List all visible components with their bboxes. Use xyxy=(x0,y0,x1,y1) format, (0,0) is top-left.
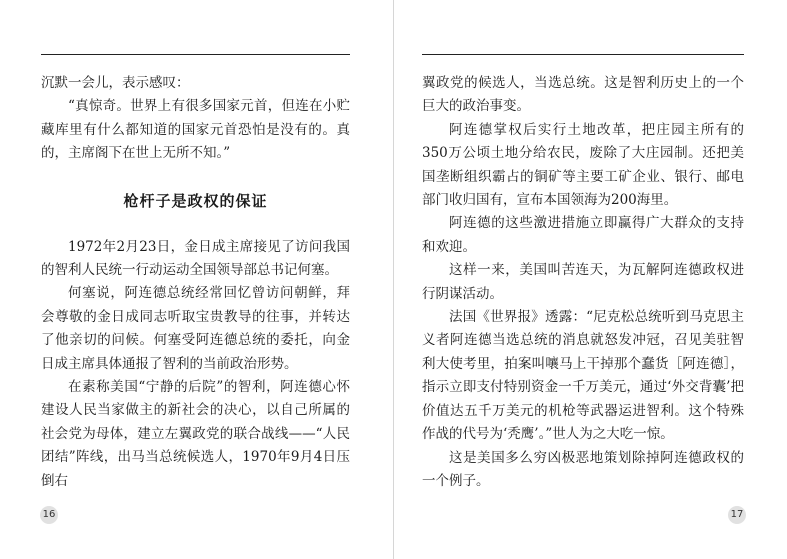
paragraph: 在素称美国“宁静的后院”的智利，阿连德心怀建设人民当家做主的新社会的决心，以自己所属的社会党为母体，建立左翼政党的联合战线——“人民团结”阵线，出马当总统候选人，1970年9月4日压倒右 xyxy=(41,379,350,489)
paragraph: 何塞说，阿连德总统经常回忆曾访问朝鲜，拜会尊敬的金日成同志听取宝贵教导的往事，并转达了他亲切的问候。何塞受阿连德总统的委托，向金日成主席具体通报了智利的当前政治形势。 xyxy=(41,285,350,372)
header-rule xyxy=(41,54,350,55)
page-number: 16 xyxy=(40,506,58,524)
paragraph: 阿连德掌权后实行土地改革，把庄园主所有的350万公顷土地分给农民，废除了大庄园制。还把美国垄断组织霸占的铜矿等主要工矿企业、银行、邮电部门收归国有，宣布本国领海为200海里。 xyxy=(422,121,744,209)
paragraph: 法国《世界报》透露：“尼克松总统听到马克思主义者阿连德当选总统的消息就怒发冲冠，召见美驻智利大使考里，拍案叫嚷马上干掉那个蠢货［阿连德］，指示立即支付特别资金一千万美元，通过‘外交背囊’把价值达五千万美元的机枪等武器运进智利。这个特殊作战的代号为‘秃鹰’。”世人为之大吃一惊。 xyxy=(422,309,744,443)
right-page xyxy=(394,0,787,559)
paragraph: 翼政党的候选人，当选总统。这是智利历史上的一个巨大的政治事变。 xyxy=(422,75,744,115)
left-page-body xyxy=(41,72,350,493)
page-number: 17 xyxy=(728,506,746,524)
section-heading: 枪杆子是政权的保证 xyxy=(123,191,268,210)
paragraph: 阿连德的这些激进措施立即赢得广大群众的支持和欢迎。 xyxy=(422,215,744,255)
paragraph: 这是美国多么穷凶极恶地策划除掉阿连德政权的一个例子。 xyxy=(422,449,744,489)
paragraph: 沉默一会儿，表示感叹： xyxy=(41,75,190,91)
right-page-body xyxy=(422,72,744,493)
header-rule xyxy=(422,54,744,55)
paragraph: 这样一来，美国叫苦连天，为瓦解阿连德政权进行阴谋活动。 xyxy=(422,262,744,302)
paragraph: “真惊奇。世界上有很多国家元首，但连在小贮藏库里有什么都知道的国家元首恐怕是没有的。真的，主席阁下在世上无所不知。” xyxy=(41,98,350,162)
left-page xyxy=(0,0,393,559)
paragraph: 1972年2月23日，金日成主席接见了访问我国的智利人民统一行动运动全国领导部总书记何塞。 xyxy=(41,238,350,279)
